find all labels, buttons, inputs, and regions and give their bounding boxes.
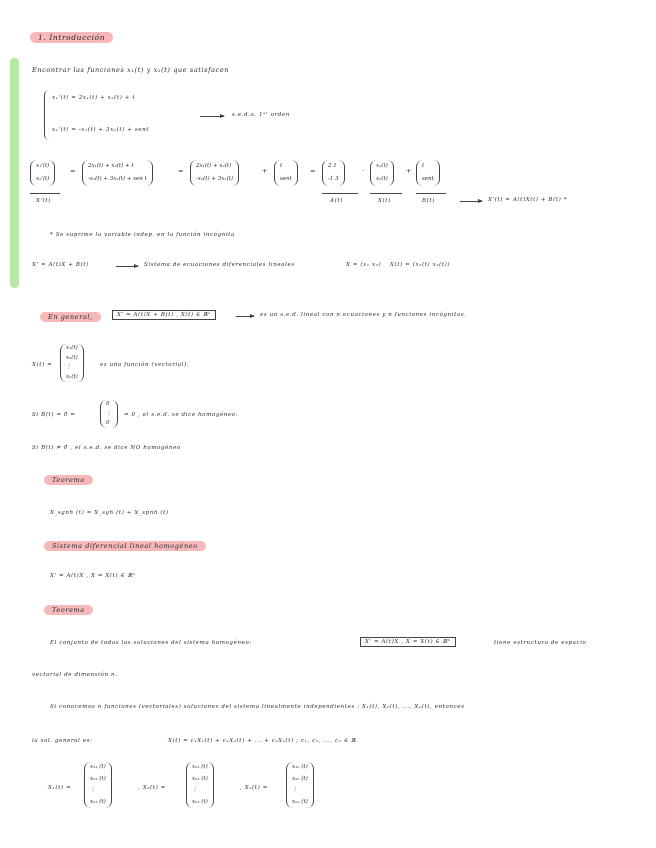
vec2	[186, 762, 214, 808]
compact-label: Sistema de ecuaciones diferenciales lineales	[144, 262, 295, 268]
intro-text: Encontrar las funciones x₁(t) y x₂(t) que satisfacen	[32, 66, 230, 74]
Xt-entry: xₙ(t)	[66, 373, 78, 380]
rhs1-vector	[82, 160, 153, 186]
section-title: 1. Introducción	[30, 32, 113, 43]
A-matrix	[322, 160, 345, 186]
rhs2-entry: -x₁(t) + 3x₂(t)	[196, 176, 234, 183]
teorema2-text2: vectorial de dimensión n.	[32, 672, 118, 678]
X-entry: x₂(t)	[376, 176, 388, 183]
B-vector	[416, 160, 440, 186]
compact-eq: X' = A(t)X + B(t)	[32, 262, 89, 268]
plus-sign: +	[262, 167, 269, 175]
arrow-icon	[116, 266, 138, 267]
vecn-entry: x₂ₙ (t)	[292, 775, 308, 782]
dot-sign: ·	[362, 167, 365, 175]
homog-system-eq: X' = A(t)X , X = X(t) ∈ ℝⁿ	[50, 573, 136, 579]
A-row: 2 1	[328, 163, 337, 170]
vecn-label: , Xₙ(t) =	[240, 785, 268, 791]
system-eq1: x₁'(t) = 2x₁(t) + x₂(t) + t	[52, 95, 136, 101]
final-text2-pre: la sol. general es:	[32, 738, 93, 744]
rhs1-entry: -x₁(t) + 3x₂(t) + sen t	[88, 176, 147, 183]
teorema2-text1: El conjunto de todas las soluciones del sistema homogéneo:	[50, 640, 252, 646]
plus-sign: +	[406, 167, 413, 175]
lhs-underline	[30, 193, 60, 194]
X-underline	[370, 193, 402, 194]
B-underline	[416, 193, 446, 194]
general-text: es un s.e.d. lineal con n ecuaciones y n funciones incógnitas.	[260, 312, 467, 318]
vec2-entry: x₁₂ (t)	[192, 764, 208, 771]
vecn-entry: ⋮	[292, 787, 298, 794]
zero-entry: ⋮	[106, 410, 112, 417]
teorema2-boxed-eq: X' = A(t)X , X = X(t) ∈ ℝⁿ	[360, 637, 456, 647]
system-brace	[44, 90, 49, 140]
lhs-label: X'(t)	[36, 198, 51, 204]
Xt-text: es una función (vectorial).	[100, 362, 190, 368]
final-text1: Si conocemos n funciones (vectoriales) soluciones del sistema linealmente independientes : X₁(t), X₂(t), ..., Xₙ(t), entonces	[50, 704, 465, 710]
rhs3-entry: t	[280, 163, 283, 170]
vecn	[286, 762, 314, 808]
system-eq2: x₂'(t) = -x₁(t) + 3x₂(t) + sent	[52, 127, 150, 133]
vecn-entry: x₁ₙ (t)	[292, 764, 308, 771]
teorema1-label: Teorema	[44, 475, 93, 485]
vec1-entry: ⋮	[90, 787, 96, 794]
vec1-entry: xₙ₁ (t)	[90, 798, 106, 805]
rhs3-entry: sent	[280, 176, 292, 183]
equals-sign: =	[310, 167, 317, 175]
X-label: X(t)	[378, 198, 391, 204]
final-text2-eq: X(t) = c₁X₁(t) + c₂X₂(t) + ... + cₙXₙ(t) ; c₁, c₂, ..., cₙ ∈ ℝ	[168, 738, 357, 744]
Xt-entry: x₁(t)	[66, 345, 78, 352]
Xt-entry: x₂(t)	[66, 354, 78, 361]
arrow-icon	[200, 116, 224, 117]
A-underline	[322, 193, 358, 194]
vec2-entry: ⋮	[192, 787, 198, 794]
X-vector	[370, 160, 394, 186]
Xt-entry: ⋮	[66, 364, 72, 371]
B-label: B(t)	[422, 198, 435, 204]
teorema1-eq: X_sgnh (t) = X_sgh (t) + X_spnh (t)	[50, 510, 169, 516]
A-row: -1 3	[328, 176, 339, 183]
arrow-icon	[460, 201, 482, 202]
Xt-vector	[60, 344, 84, 382]
general-label: En general,	[40, 312, 101, 322]
lhs-vector	[30, 160, 55, 186]
arrow-icon	[236, 316, 254, 317]
homog-line2: Si B(t) ≠ 0̄ , el s.e.d. se dice NO homogéneo	[32, 445, 181, 451]
general-boxed-eq: X' = A(t)X + B(t) , X(t) ∈ ℝⁿ	[112, 310, 216, 320]
vec2-entry: xₙ₂ (t)	[192, 798, 208, 805]
rhs2-entry: 2x₁(t) + x₂(t)	[196, 163, 232, 170]
zero-entry: 0	[106, 401, 110, 408]
B-entry: t	[422, 163, 425, 170]
X-definition: X = (x₁ x₂)	[346, 262, 382, 268]
homog-line1-post: = 0 , el s.e.d. se dice homogéneo.	[124, 412, 238, 418]
teorema2-text1-end: tiene estructura de espacio	[494, 640, 587, 646]
vec1-entry: x₁₁ (t)	[90, 764, 106, 771]
system-label: s.e.d.o. 1ᵉʳ orden	[232, 112, 290, 118]
Xt-lhs: X(t) =	[32, 362, 53, 368]
X-entry: x₁(t)	[376, 163, 388, 170]
note-text: * Se suprime la variable indep. en la función incógnita	[50, 232, 235, 238]
vec2-entry: x₂₂ (t)	[192, 775, 208, 782]
lhs-entry: x₂'(t)	[36, 176, 50, 183]
vecn-entry: xₙₙ (t)	[292, 798, 308, 805]
vec2-label: , X₂(t) =	[138, 785, 166, 791]
equals-sign: =	[70, 167, 77, 175]
A-label: A(t)	[330, 198, 343, 204]
vec1-entry: x₂₁ (t)	[90, 775, 106, 782]
rhs1-entry: 2x₁(t) + x₂(t) + t	[88, 163, 134, 170]
vector-result: X'(t) = A(t)X(t) + B(t) *	[488, 197, 568, 203]
zero-entry: 0	[106, 419, 110, 426]
teorema2-label: Teorema	[44, 605, 93, 615]
rhs3-vector	[274, 160, 298, 186]
homog-system-label: Sistema diferencial lineal homogéneo	[44, 541, 206, 551]
vec1-label: X₁(t) =	[48, 785, 72, 791]
rhs2-vector	[190, 160, 239, 186]
Xt-definition: X(t) = (x₁(t) x₂(t))	[390, 262, 451, 268]
lhs-entry: x₁'(t)	[36, 163, 50, 170]
vec1	[84, 762, 112, 808]
margin-highlight-bar	[10, 58, 19, 288]
zero-vector	[100, 400, 118, 428]
homog-line1-pre: Si B(t) = 0̄ =	[32, 412, 76, 418]
equals-sign: =	[178, 167, 185, 175]
B-entry: sent	[422, 176, 434, 183]
